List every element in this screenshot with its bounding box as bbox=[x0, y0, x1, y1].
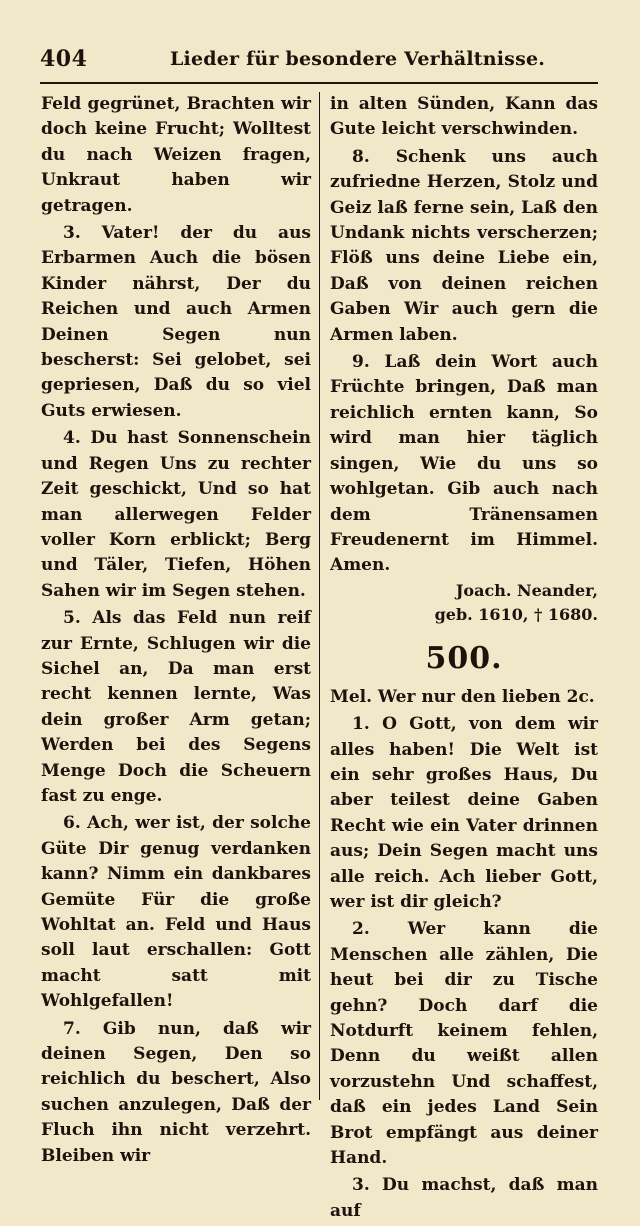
stanza-number: 6. bbox=[63, 813, 81, 834]
stanza-number: 8. bbox=[352, 146, 370, 167]
stanza bbox=[330, 917, 598, 1171]
stanza bbox=[41, 606, 311, 809]
stanza-text: Als das Feld nun reif zur Ernte, Schlugen wir die Sichel an, Da man erst recht kennen lernte, Was dein großer Arm getan; Werden bei des Segens Menge Doch die Scheuern fast zu enge. bbox=[41, 608, 311, 806]
right-column bbox=[330, 92, 598, 1226]
stanza-text: Vater! der du aus Erbarmen Auch die bösen Kinder nährst, Der du Reichen und auch Armen Deinen Segen nun bescherst: Sei gelobet, sei gepriesen, Daß du so viel Guts erwiesen. bbox=[41, 223, 311, 421]
stanza bbox=[41, 811, 311, 1014]
stanza-number: 4. bbox=[63, 428, 81, 449]
header-rule bbox=[40, 82, 598, 84]
stanza bbox=[41, 426, 311, 604]
stanza-number: 7. bbox=[63, 1018, 81, 1039]
page-number: 404 bbox=[40, 46, 88, 72]
stanza bbox=[330, 1173, 598, 1224]
stanza-text: Du hast Sonnenschein und Regen Uns zu rechter Zeit geschickt, Und so hat man allerwegen Felder voller Korn erblickt; Berg und Täler, Tiefen, Höhen Sahen wir im Segen stehen. bbox=[41, 428, 311, 601]
running-title: Lieder für besondere Verhältnisse. bbox=[170, 48, 546, 70]
stanza-number: 9. bbox=[352, 352, 370, 373]
stanza-text: Du machst, daß man auf bbox=[330, 1175, 599, 1221]
stanza bbox=[330, 145, 598, 348]
stanza bbox=[41, 1017, 311, 1169]
stanza-continuation: in alten Sünden, Kann das Gute leicht verschwinden. bbox=[330, 94, 598, 140]
stanza-number: 3. bbox=[63, 223, 81, 244]
left-column bbox=[41, 92, 311, 1171]
stanza-text: Gib nun, daß wir deinen Segen, Den so reichlich du beschert, Also suchen anzulegen, Daß der Fluch ihn nicht verzehrt. Bleiben wir bbox=[41, 1018, 312, 1166]
stanza-number: 2. bbox=[352, 919, 370, 940]
stanza bbox=[330, 712, 598, 915]
hymn-number: 500. bbox=[425, 640, 503, 676]
stanza-number: 5. bbox=[63, 608, 81, 629]
stanza-number: 1. bbox=[352, 714, 370, 735]
stanza-text: Laß dein Wort auch Früchte bringen, Daß man reichlich ernten kann, So wird man hier täglich singen, Wie du uns so wohlgetan. Gib auch nach dem Tränensamen Freudenernt im Himmel. Amen. bbox=[330, 352, 598, 576]
author-dates: geb. 1610, † 1680. bbox=[434, 604, 598, 624]
stanza-text: Schenk uns auch zufriedne Herzen, Stolz und Geiz laß ferne sein, Laß den Undank nichts verscherzen; Flöß uns deine Liebe ein, Daß von deinen reichen Gaben Wir auch gern die Armen laben. bbox=[330, 146, 599, 345]
author-attribution bbox=[330, 579, 598, 627]
stanza-text: O Gott, von dem wir alles haben! Die Welt ist ein sehr großes Haus, Du aber teilest deine Gaben Recht wie ein Vater drinnen aus; Dein Segen macht uns alle reich. Ach lieber Gott, wer ist dir gleich? bbox=[330, 714, 598, 912]
melody-line: Mel. Wer nur den lieben 2c. bbox=[330, 686, 595, 707]
stanza-continuation: Feld gegrünet, Brachten wir doch keine Frucht; Wolltest du nach Weizen fragen, Unkraut haben wir getragen. bbox=[41, 94, 311, 216]
author-name: Joach. Neander, bbox=[455, 580, 598, 600]
column-divider bbox=[319, 92, 320, 1100]
page-header bbox=[40, 46, 598, 80]
stanza-number: 3. bbox=[352, 1175, 370, 1196]
stanza-text: Ach, wer ist, der solche Güte Dir genug verdanken kann? Nimm ein dankbares Gemüte Für die große Wohltat an. Feld und Haus soll laut erschallen: Gott macht satt mit Wohlgefallen! bbox=[41, 813, 311, 1012]
stanza bbox=[330, 350, 598, 579]
stanza-text: Wer kann die Menschen alle zählen, Die heut bei dir zu Tische gehn? Doch darf die Notdurft keinem fehlen, Denn du weißt allen vorzustehn Und schaffest, daß ein jedes Land Sein Brot empfängt aus deiner Hand. bbox=[330, 919, 598, 1169]
stanza bbox=[41, 221, 311, 424]
